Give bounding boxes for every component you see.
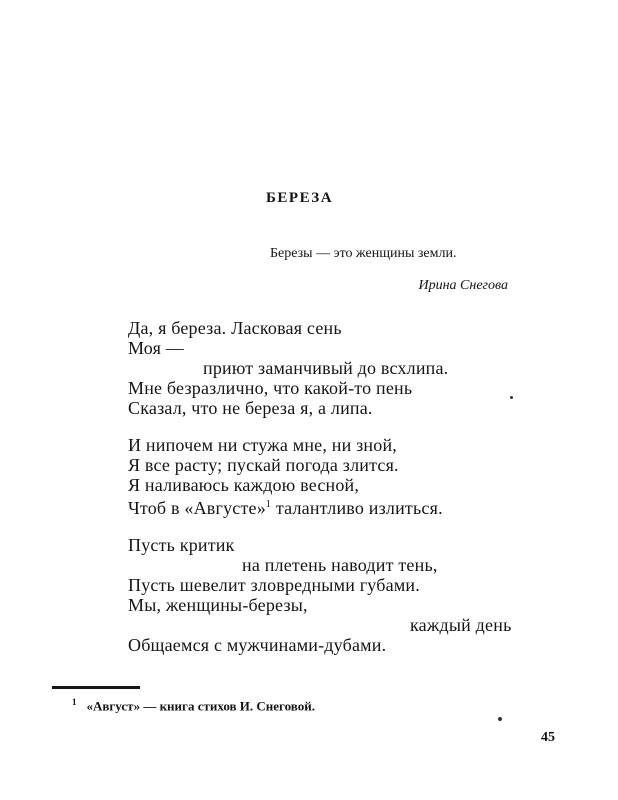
poem-line: каждый день [410, 615, 512, 635]
print-speck [510, 396, 513, 399]
epigraph-author: Ирина Снегова [418, 278, 508, 293]
page-number: 45 [541, 730, 555, 745]
poem-title: БЕРЕЗА [266, 190, 334, 206]
footnote-text: «Август» — книга стихов И. Снеговой. [86, 698, 315, 714]
footnote [72, 697, 315, 714]
poem-line: Я все расту; пускай погода злится. [128, 455, 399, 475]
print-speck [498, 717, 502, 721]
poem-line: Пусть шевелит зловредными губами. [128, 575, 420, 595]
poem-line: Мы, женщины-березы, [128, 595, 308, 615]
poem-line: приют заманчивый до всхлипа. [203, 358, 449, 378]
poem-line: Мне безразлично, что какой-то пень [128, 378, 413, 398]
footnote-reference: 1 [265, 499, 272, 510]
poem-line: Я наливаюсь каждою весной, [128, 475, 360, 495]
poem-line: Общаемся с мужчинами-дубами. [128, 635, 387, 655]
footnote-rule [52, 686, 140, 689]
poem-line: Пусть критик [128, 535, 235, 555]
poem-line: Сказал, что не береза я, а липа. [128, 398, 373, 418]
footnote-marker: 1 [72, 697, 77, 707]
poem-line: на плетень наводит тень, [242, 555, 438, 575]
poem-line-segment: Чтоб в «Августе» [128, 498, 266, 518]
epigraph-text: Березы — это женщины земли. [270, 246, 457, 261]
poem-line: И нипочем ни стужа мне, ни зной, [128, 435, 397, 455]
poem-line-segment: талантливо излиться. [275, 498, 443, 518]
poem-line [128, 495, 443, 518]
poem-line: Моя — [128, 338, 184, 358]
poem-line: Да, я береза. Ласковая сень [128, 318, 342, 338]
